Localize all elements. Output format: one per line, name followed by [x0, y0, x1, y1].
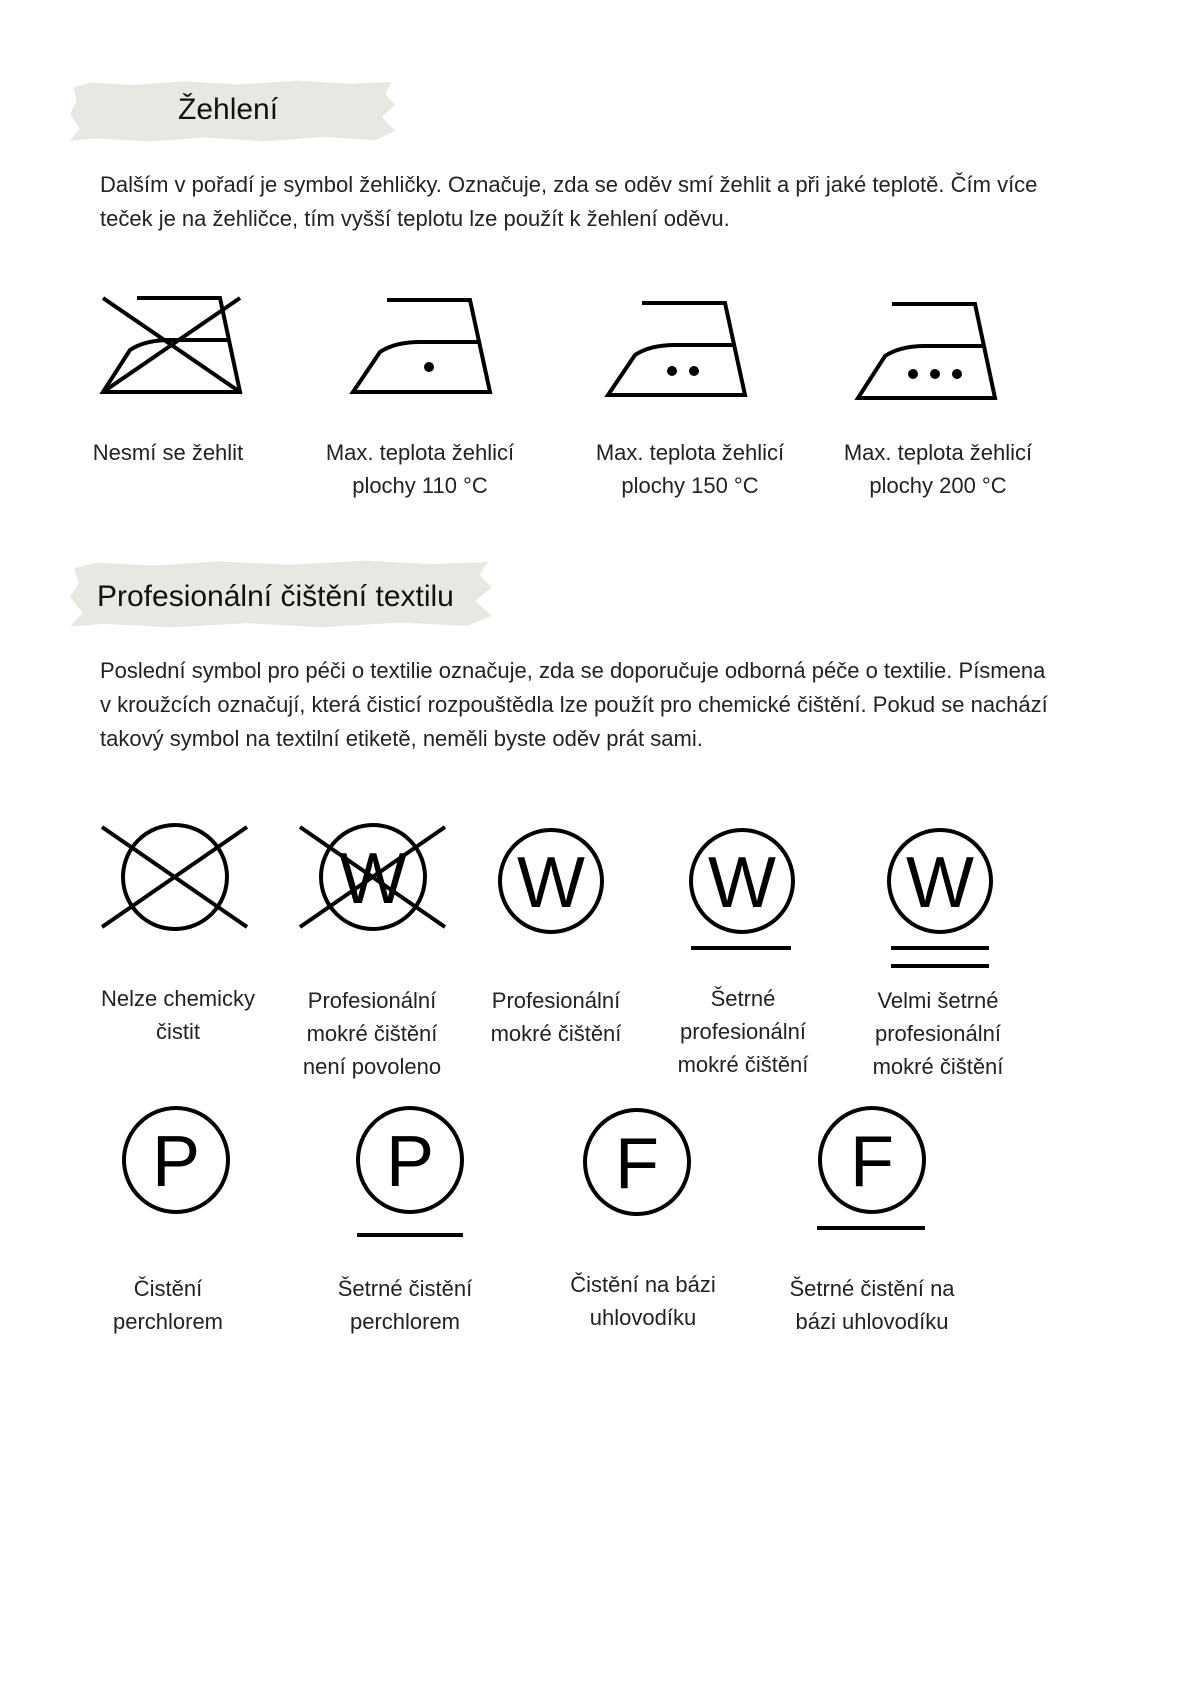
iron-one-dot-icon [350, 297, 495, 397]
caption-hydrocarbon-gentle: Šetrné čistění na bázi uhlovodíku [789, 1276, 955, 1334]
circle-p-bar-icon [354, 1105, 466, 1239]
circle-f-bar-icon [817, 1105, 927, 1231]
svg-text:P: P [385, 1122, 435, 1202]
circle-w-one-bar-icon [688, 827, 796, 952]
caption-wet-gentle: Šetrné profesionální mokré čištění [677, 986, 809, 1077]
iron-crossed-icon [100, 295, 245, 395]
caption-no-dry-clean: Nelze chemicky čistit [100, 986, 256, 1044]
iron-two-dots-icon [605, 300, 750, 400]
circle-w-icon [497, 827, 605, 935]
caption-perchlor-gentle: Šetrné čistění perchlorem [337, 1276, 473, 1334]
svg-text:W: W [906, 843, 974, 923]
circle-crossed-icon [100, 825, 250, 930]
section-title-ironing: Žehlení [178, 93, 279, 126]
caption-iron-150: Max. teplota žehlicí plochy 150 °C [595, 440, 785, 498]
section-title-professional: Profesionální čištění textilu [97, 580, 454, 613]
circle-p-icon [121, 1105, 231, 1215]
ironing-description: Dalším v pořadí je symbol žehličky. Označuje, zda se oděv smí žehlit a při jaké teplotě. Čím více teček je na žehličce, tím vyšší teplotu lze použít k žehlení oděvu. [100, 172, 1038, 231]
svg-text:W: W [339, 839, 407, 919]
caption-wet-very-gentle: Velmi šetrné profesionální mokré čištění [872, 988, 1004, 1079]
caption-wet-not-allowed: Profesionální mokré čištění není povoleno [302, 988, 442, 1079]
caption-iron-110: Max. teplota žehlicí plochy 110 °C [325, 440, 515, 498]
professional-description: Poslední symbol pro péči o textilie označuje, zda se doporučuje odborná péče o textilie. Písmena v kroužcích označují, která čisticí rozpouštědla lze použít pro chemické čištění. Pokud se nachází takový symbol na textilní etiketě, neměli byste oděv prát sami. [100, 658, 1048, 751]
caption-perchlor: Čistění perchlorem [112, 1276, 224, 1334]
svg-text:W: W [517, 843, 585, 923]
caption-iron-200: Max. teplota žehlicí plochy 200 °C [843, 440, 1033, 498]
caption-hydrocarbon: Čistění na bázi uhlovodíku [570, 1272, 716, 1330]
iron-three-dots-icon [855, 301, 1000, 401]
circle-w-crossed-icon [298, 825, 448, 930]
caption-wet-clean: Profesionální mokré čištění [490, 988, 622, 1046]
svg-text:F: F [850, 1122, 894, 1202]
caption-iron-not-allowed: Nesmí se žehlit [92, 440, 244, 465]
circle-f-icon [582, 1107, 692, 1217]
svg-text:F: F [615, 1124, 659, 1204]
circle-w-two-bars-icon [886, 827, 994, 972]
svg-text:W: W [708, 843, 776, 923]
svg-text:P: P [151, 1122, 201, 1202]
